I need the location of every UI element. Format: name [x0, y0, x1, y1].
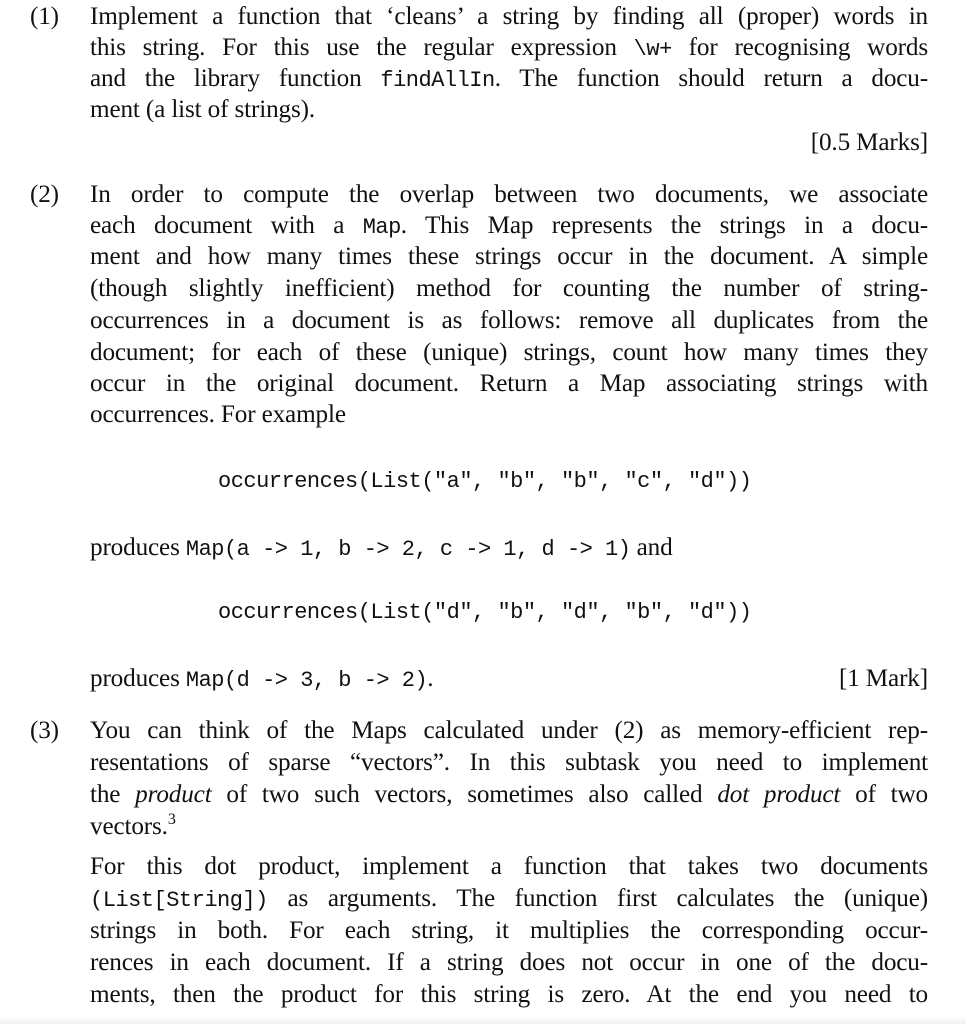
- item-3-p2-line-3: strings in both. For each string, it multiplies the corresponding occur-: [90, 917, 928, 944]
- emphasis-dot-product: dot product: [717, 781, 841, 808]
- item-3-number: (3): [30, 717, 59, 744]
- item-2-line-6: document; for each of these (unique) strings, count how many times they: [90, 339, 928, 366]
- text-span: as arguments. The function first calculates the (unique): [267, 885, 928, 912]
- item-2-marks: [1 Mark]: [838, 665, 928, 692]
- item-1-marks: [0.5 Marks]: [810, 129, 928, 156]
- item-2-line-5: occurrences in a document is as follows: remove all duplicates from the: [90, 307, 928, 334]
- findallin-code: findAllIn: [380, 68, 495, 93]
- text-span: for recognising words: [671, 34, 928, 61]
- code-example-2: occurrences(List("d", "b", "d", "b", "d")): [218, 600, 752, 625]
- text-span: . The function should return a docu-: [494, 65, 928, 92]
- item-2-line-1: In order to compute the overlap between two documents, we associate: [90, 181, 928, 208]
- text-span: and the library function: [90, 65, 381, 92]
- item-2-line-7: occur in the original document. Return a Map associating strings with: [90, 370, 928, 397]
- text-span: vectors.: [90, 813, 168, 840]
- produces-line-1: [90, 533, 673, 565]
- item-3-line-3: [90, 780, 928, 810]
- item-3-line-2: resentations of sparse “vectors”. In this subtask you need to implement: [90, 749, 928, 776]
- text-span: the: [90, 781, 136, 808]
- text-span: . This Map represents the strings in a docu-: [400, 212, 928, 239]
- item-3-p2-line-1: For this dot product, implement a function that takes two documents: [90, 853, 928, 880]
- text-span: produces: [90, 534, 186, 561]
- text-span: .: [427, 665, 434, 692]
- item-1-line-4: ment (a list of strings).: [90, 96, 316, 123]
- item-3-line-4: [90, 812, 176, 842]
- text-span: of two such vectors, sometimes also called: [211, 781, 718, 808]
- code-example-1: occurrences(List("a", "b", "b", "c", "d")): [218, 469, 752, 494]
- text-span: this string. For this use the regular expression: [90, 34, 634, 61]
- item-1-number: (1): [30, 3, 59, 30]
- text-span: and: [630, 534, 673, 561]
- page-bottom-edge: [0, 1016, 966, 1024]
- item-3-p2-line-4: rences in each document. If a string does not occur in one of the docu-: [90, 949, 928, 976]
- text-span: produces: [90, 665, 186, 692]
- item-2-line-8: occurrences. For example: [90, 401, 346, 428]
- item-2-line-3: ment and how many times these strings occur in the document. A simple: [90, 243, 928, 270]
- item-2-line-4: (though slightly inefficient) method for counting the number of string-: [90, 275, 928, 302]
- map-code: Map: [362, 215, 401, 240]
- list-string-code: (List[String]): [90, 888, 268, 913]
- text-span: each document with a: [90, 212, 363, 239]
- result-map-1: Map(a -> 1, b -> 2, c -> 1, d -> 1): [185, 537, 631, 562]
- regex-code: \w+: [633, 37, 672, 62]
- produces-line-2: [90, 664, 433, 696]
- item-3-line-1: You can think of the Maps calculated under (2) as memory-efficient rep-: [90, 717, 928, 744]
- footnote-marker[interactable]: 3: [167, 811, 176, 828]
- item-1-line-3: [90, 64, 928, 96]
- item-3-p2-line-2: [90, 884, 928, 916]
- item-3-p2-line-5: ments, then the product for this string is zero. At the end you need to: [90, 981, 928, 1008]
- item-2-number: (2): [30, 181, 59, 208]
- emphasis-product: product: [135, 781, 212, 808]
- item-1-line-2: [90, 33, 928, 65]
- item-2-line-2: [90, 211, 928, 243]
- item-1-line-1: Implement a function that ‘cleans’ a string by finding all (proper) words in: [90, 3, 928, 30]
- result-map-2: Map(d -> 3, b -> 2): [185, 668, 428, 693]
- text-span: of two: [840, 781, 928, 808]
